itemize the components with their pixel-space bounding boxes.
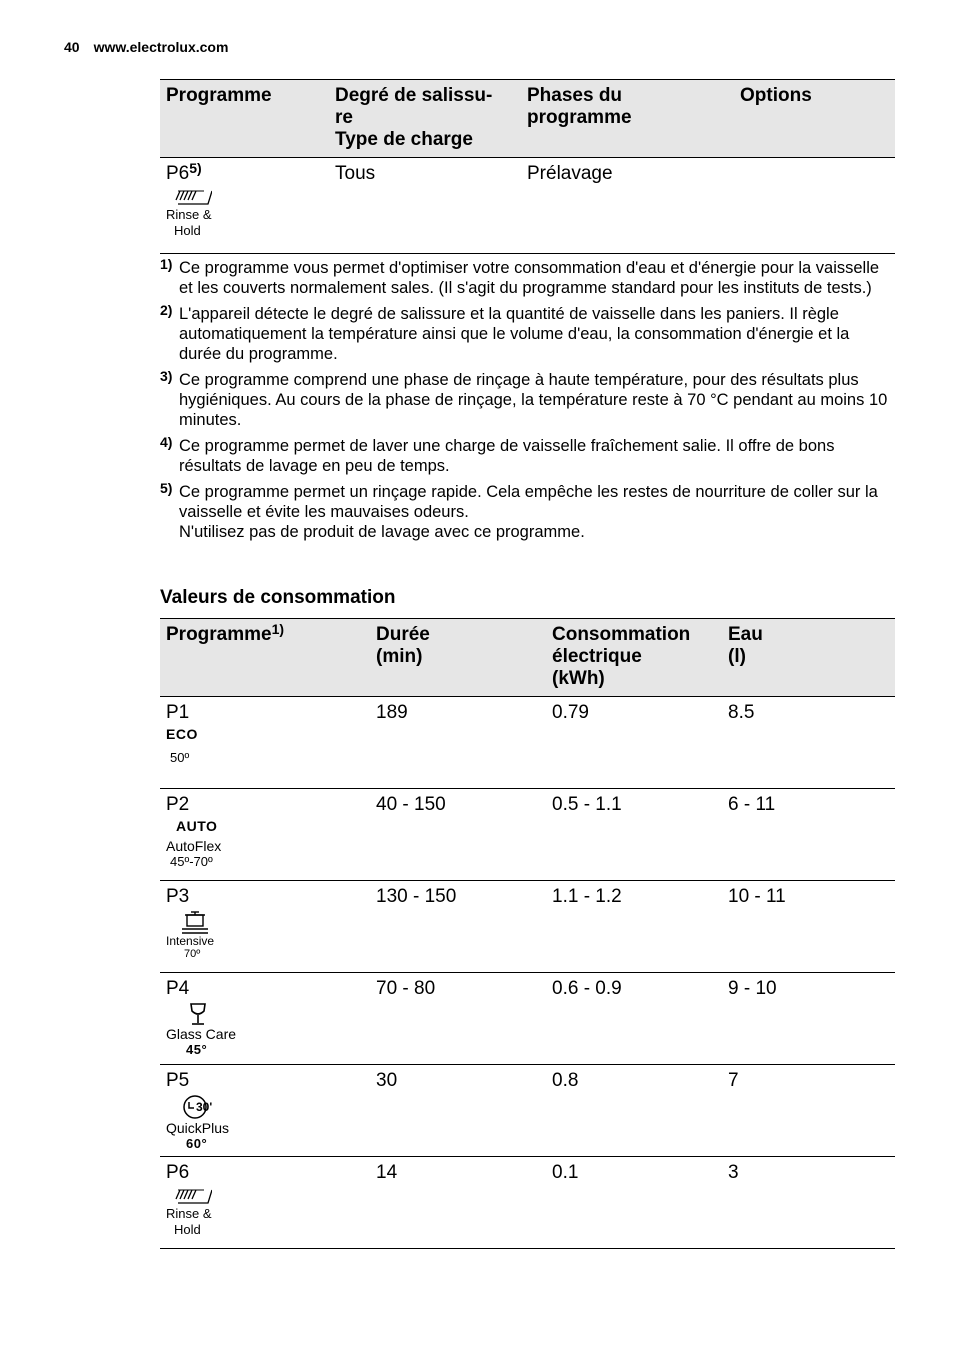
eau-cell: 3 bbox=[728, 1162, 739, 1183]
conso-cell: 0.79 bbox=[552, 702, 589, 723]
programme-table bbox=[160, 79, 895, 254]
eau-cell: 9 - 10 bbox=[728, 978, 777, 999]
duree-cell: 30 bbox=[376, 1070, 398, 1091]
table-row bbox=[160, 881, 895, 973]
conso-cell: 1.1 - 1.2 bbox=[552, 886, 622, 907]
header-phases: Phases du programme bbox=[527, 85, 632, 128]
intensive-pot-icon bbox=[180, 910, 210, 934]
programme-cell: P2 AUTO AutoFlex 45º-70º bbox=[160, 789, 370, 881]
duree-cell: 189 bbox=[376, 702, 408, 723]
programme-table-header bbox=[160, 80, 895, 158]
eau-cell: 10 - 11 bbox=[728, 886, 786, 907]
duree-cell: 130 - 150 bbox=[376, 886, 457, 907]
header-consommation: Consommation électrique (kWh) bbox=[552, 624, 691, 689]
duree-cell: 40 - 150 bbox=[376, 794, 446, 815]
quickplus-30-label: 30' bbox=[196, 1100, 213, 1114]
footnote-1: 1) Ce programme vous permet d'optimiser votre consommation d'eau et d'énergie pour la vaisselle et les couverts normalement sales. (Il s'agit du programme standard pour les instituts de tests.) bbox=[160, 256, 880, 297]
eau-cell: 7 bbox=[728, 1070, 739, 1091]
table-row bbox=[160, 973, 895, 1065]
footnotes bbox=[160, 258, 895, 548]
header-programme: Programme$^{1)}$ bbox=[166, 621, 285, 645]
footnote-3: 3) Ce programme comprend une phase de rinçage à haute température, pour des résultats plus hygiéniques. Au cours de la phase de rinçage, la température reste à 70 °C pendant au moins 10 minutes. bbox=[160, 368, 888, 429]
options-cell bbox=[734, 158, 895, 254]
footnote-4: 4) Ce programme permet de laver une charge de vaisselle fraîchement salie. Il offre de bons résultats de lavage en peu de temps. bbox=[160, 434, 835, 475]
conso-cell: 0.5 - 1.1 bbox=[552, 794, 622, 815]
table-row bbox=[160, 158, 895, 254]
programme-cell: P6$^{5)}$ Rinse & Hold bbox=[166, 160, 212, 238]
header-degree: Degré de salissu- re Type de charge bbox=[335, 85, 493, 150]
wine-glass-icon bbox=[186, 1002, 216, 1026]
eco-label: ECO bbox=[166, 726, 198, 742]
page-number: 40 bbox=[64, 39, 80, 55]
programme-cell: P5 30' QuickPlus 60° bbox=[166, 1070, 230, 1151]
header-programme: Programme bbox=[166, 85, 272, 106]
section-title: Valeurs de consommation bbox=[160, 587, 396, 608]
footnote-2: 2) L'appareil détecte le degré de salissure et la quantité de vaisselle dans les paniers. Il règle automatiquement la température ainsi que le volume d'eau, la consommation d'énergie et la durée du programme. bbox=[160, 302, 850, 363]
duree-cell: 70 - 80 bbox=[376, 978, 436, 999]
phases-cell: Prélavage bbox=[527, 163, 613, 184]
conso-cell: 0.1 bbox=[552, 1162, 579, 1183]
table-row bbox=[160, 1157, 895, 1249]
eau-cell: 6 - 11 bbox=[728, 794, 776, 815]
conso-cell: 0.8 bbox=[552, 1070, 579, 1091]
header-options: Options bbox=[740, 85, 812, 106]
table-row bbox=[160, 789, 895, 881]
table-row bbox=[160, 697, 895, 789]
programme-cell: P4 Glass Care 45° bbox=[166, 978, 237, 1057]
table-row bbox=[160, 1065, 895, 1157]
site-url: www.electrolux.com bbox=[93, 39, 229, 55]
rinse-hold-icon bbox=[174, 1186, 212, 1206]
conso-cell: 0.6 - 0.9 bbox=[552, 978, 622, 999]
eau-cell: 8.5 bbox=[728, 702, 755, 723]
programme-cell: P3 Intensive 70º bbox=[166, 886, 215, 960]
header-duree: Durée (min) bbox=[376, 624, 430, 667]
rinse-hold-icon bbox=[174, 187, 212, 207]
auto-label: AUTO bbox=[176, 818, 218, 834]
programme-cell: P6 Rinse & Hold bbox=[166, 1162, 212, 1237]
consumption-table-header bbox=[160, 619, 895, 697]
duree-cell: 14 bbox=[376, 1162, 398, 1183]
footnote-5: 5) Ce programme permet un rinçage rapide. Cela empêche les restes de nourriture de coller sur la vaisselle et évite les mauvaises odeurs. N'utilisez pas de produit de lavage avec ce programme. bbox=[160, 480, 878, 541]
programme-cell: P1 ECO 50º bbox=[160, 697, 370, 789]
header-eau: Eau (l) bbox=[728, 624, 763, 667]
degree-cell: Tous bbox=[335, 163, 376, 184]
page-header bbox=[64, 39, 228, 55]
consumption-table bbox=[160, 618, 895, 1249]
